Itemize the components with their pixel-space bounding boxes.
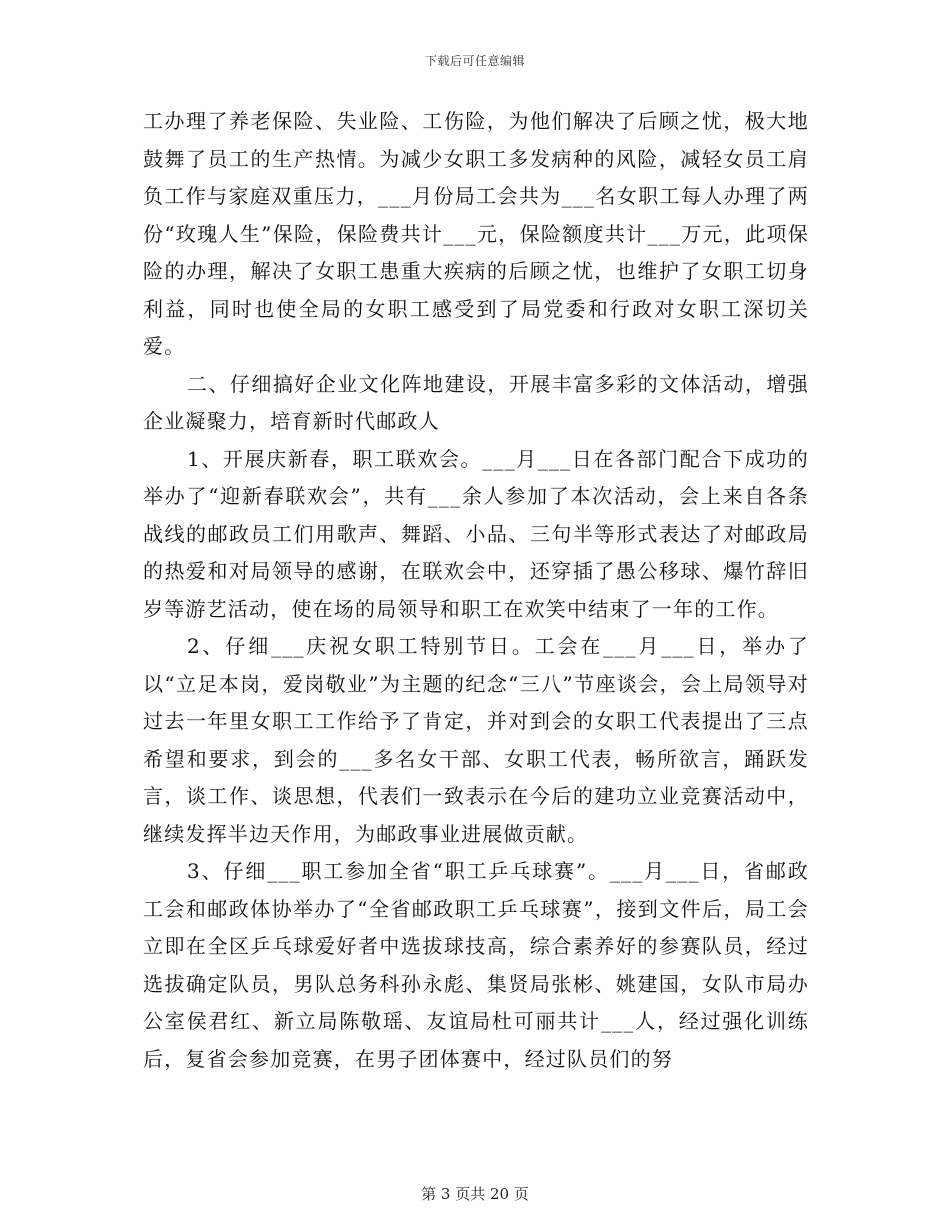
document-body bbox=[143, 103, 809, 1078]
paragraph-continuation: 工办理了养老保险、失业险、工伤险，为他们解决了后顾之忧，极大地鼓舞了员工的生产热情。为减少女职工多发病种的风险，减轻女员工肩负工作与家庭双重压力，___月份局工会共为___名女职工每人办理了两份“玫瑰人生”保险，保险费共计___元，保险额度共计___万元，此项保险的办理，解决了女职工患重大疾病的后顾之忧，也维护了女职工切身利益，同时也使全局的女职工感受到了局党委和行政对女职工深切关爱。 bbox=[143, 109, 809, 358]
page-header: 下载后可任意编辑 bbox=[424, 54, 525, 68]
paragraph-item-2: 2、仔细___庆祝女职工特别节日。工会在___月___日，举办了以“立足本岗，爱岗敬业”为主题的纪念“三八”节座谈会，会上局领导对过去一年里女职工工作给予了肯定，并对到会的女职工代表提出了三点希望和要求，到会的___多名女干部、女职工代表，畅所欲言，踊跃发言，谈工作、谈思想，代表们一致表示在今后的建功立业竞赛活动中，继续发挥半边天作用，为邮政事业进展做贡献。 bbox=[143, 634, 809, 846]
paragraph-item-1: 1、开展庆新春，职工联欢会。___月___日在各部门配合下成功的举办了“迎新春联欢会”，共有___余人参加了本次活动，会上来自各条战线的邮政员工们用歌声、舞蹈、小品、三句半等形式表达了对邮政局的热爱和对局领导的感谢，在联欢会中，还穿插了愚公移球、爆竹辞旧岁等游艺活动，使在场的局领导和职工在欢笑中结束了一年的工作。 bbox=[143, 446, 809, 621]
paragraph-item-3: 3、仔细___职工参加全省“职工乒乓球赛”。___月___日，省邮政工会和邮政体协举办了“全省邮政职工乒乓球赛”，接到文件后，局工会立即在全区乒乓球爱好者中选拔球技高，综合素养好的参赛队员，经过选拔确定队员，男队总务科孙永彪、集贤局张彬、姚建国，女队市局办公室侯君红、新立局陈敬瑶、友谊局杜可丽共计___人，经过强化训练后，复省会参加竞赛，在男子团体赛中，经过队员们的努 bbox=[143, 859, 809, 1071]
page-number: 第 3 页共 20 页 bbox=[421, 1185, 529, 1203]
section-heading-2: 二、仔细搞好企业文化阵地建设，开展丰富多彩的文体活动，增强企业凝聚力，培育新时代邮政人 bbox=[143, 371, 809, 433]
